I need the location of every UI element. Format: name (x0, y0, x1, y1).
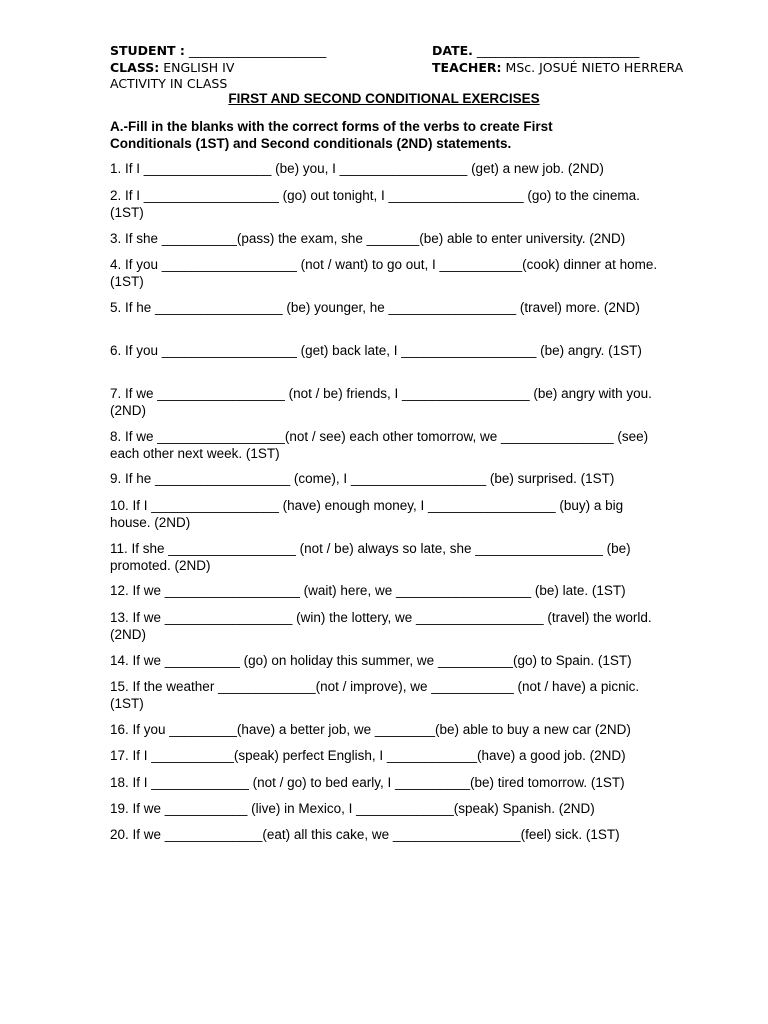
exercise-item: 10. If I _________________ (have) enough money, I _________________ (buy) a big house. (2ND) (110, 498, 624, 530)
exercise-item: 11. If she _________________ (not / be) always so late, she _________________ (be) promoted. (2ND) (110, 541, 631, 573)
exercise-item: 2. If I __________________ (go) out tonight, I __________________ (go) to the cinema. (1ST) (110, 188, 640, 220)
exercise-item: 4. If you __________________ (not / want) to go out, I ___________(cook) dinner at home. (1ST) (110, 257, 658, 289)
date-blank: __________________________ (476, 43, 640, 58)
exercise-item: 17. If I ___________(speak) perfect English, I ____________(have) a good job. (2ND) (110, 748, 626, 763)
exercise-item: 1. If I _________________ (be) you, I _________________ (get) a new job. (2ND) (110, 161, 604, 176)
instructions: A.-Fill in the blanks with the correct forms of the verbs to create First Conditionals (1ST) and Second conditionals (2ND) statements. (110, 119, 553, 151)
teacher-label: TEACHER: (432, 60, 502, 75)
date-line (432, 43, 639, 59)
exercise-item: 16. If you _________(have) a better job, we ________(be) able to buy a new car (2ND) (110, 722, 631, 737)
class-value: ENGLISH IV (163, 60, 235, 75)
page-title: FIRST AND SECOND CONDITIONAL EXERCISES (228, 91, 540, 106)
exercise-item: 8. If we _________________(not / see) each other tomorrow, we _______________ (see) each other next week. (1ST) (110, 429, 649, 461)
class-line (110, 60, 234, 76)
exercise-item: 5. If he _________________ (be) younger, he _________________ (travel) more. (2ND) (110, 300, 640, 315)
exercise-item: 3. If she __________(pass) the exam, she _______(be) able to enter university. (2ND) (110, 231, 626, 246)
exercise-item: 18. If I _____________ (not / go) to bed early, I __________(be) tired tomorrow. (1ST) (110, 775, 625, 790)
exercise-item: 14. If we __________ (go) on holiday this summer, we __________(go) to Spain. (1ST) (110, 653, 632, 668)
teacher-value: MSc. JOSUÉ NIETO HERRERA (505, 60, 684, 75)
student-label: STUDENT : (110, 43, 185, 58)
exercise-item: 9. If he __________________ (come), I __________________ (be) surprised. (1ST) (110, 471, 615, 486)
exercise-item: 15. If the weather _____________(not / improve), we ___________ (not / have) a picnic. (1ST) (110, 679, 640, 711)
exercise-item: 20. If we _____________(eat) all this cake, we _________________(feel) sick. (1ST) (110, 827, 620, 842)
exercise-item: 12. If we __________________ (wait) here, we __________________ (be) late. (1ST) (110, 583, 626, 598)
exercise-item: 13. If we _________________ (win) the lottery, we _________________ (travel) the world. (2ND) (110, 610, 652, 642)
exercise-item: 19. If we ___________ (live) in Mexico, I _____________(speak) Spanish. (2ND) (110, 801, 595, 816)
date-label: DATE. (432, 43, 473, 58)
exercise-item: 7. If we _________________ (not / be) friends, I _________________ (be) angry with you. (2ND) (110, 386, 652, 418)
activity-label: ACTIVITY IN CLASS (110, 76, 228, 91)
teacher-line (432, 60, 683, 76)
exercise-item: 6. If you __________________ (get) back late, I __________________ (be) angry. (1ST) (110, 343, 642, 358)
class-label: CLASS: (110, 60, 160, 75)
student-line (110, 43, 326, 59)
student-blank: ______________________ (188, 43, 327, 58)
